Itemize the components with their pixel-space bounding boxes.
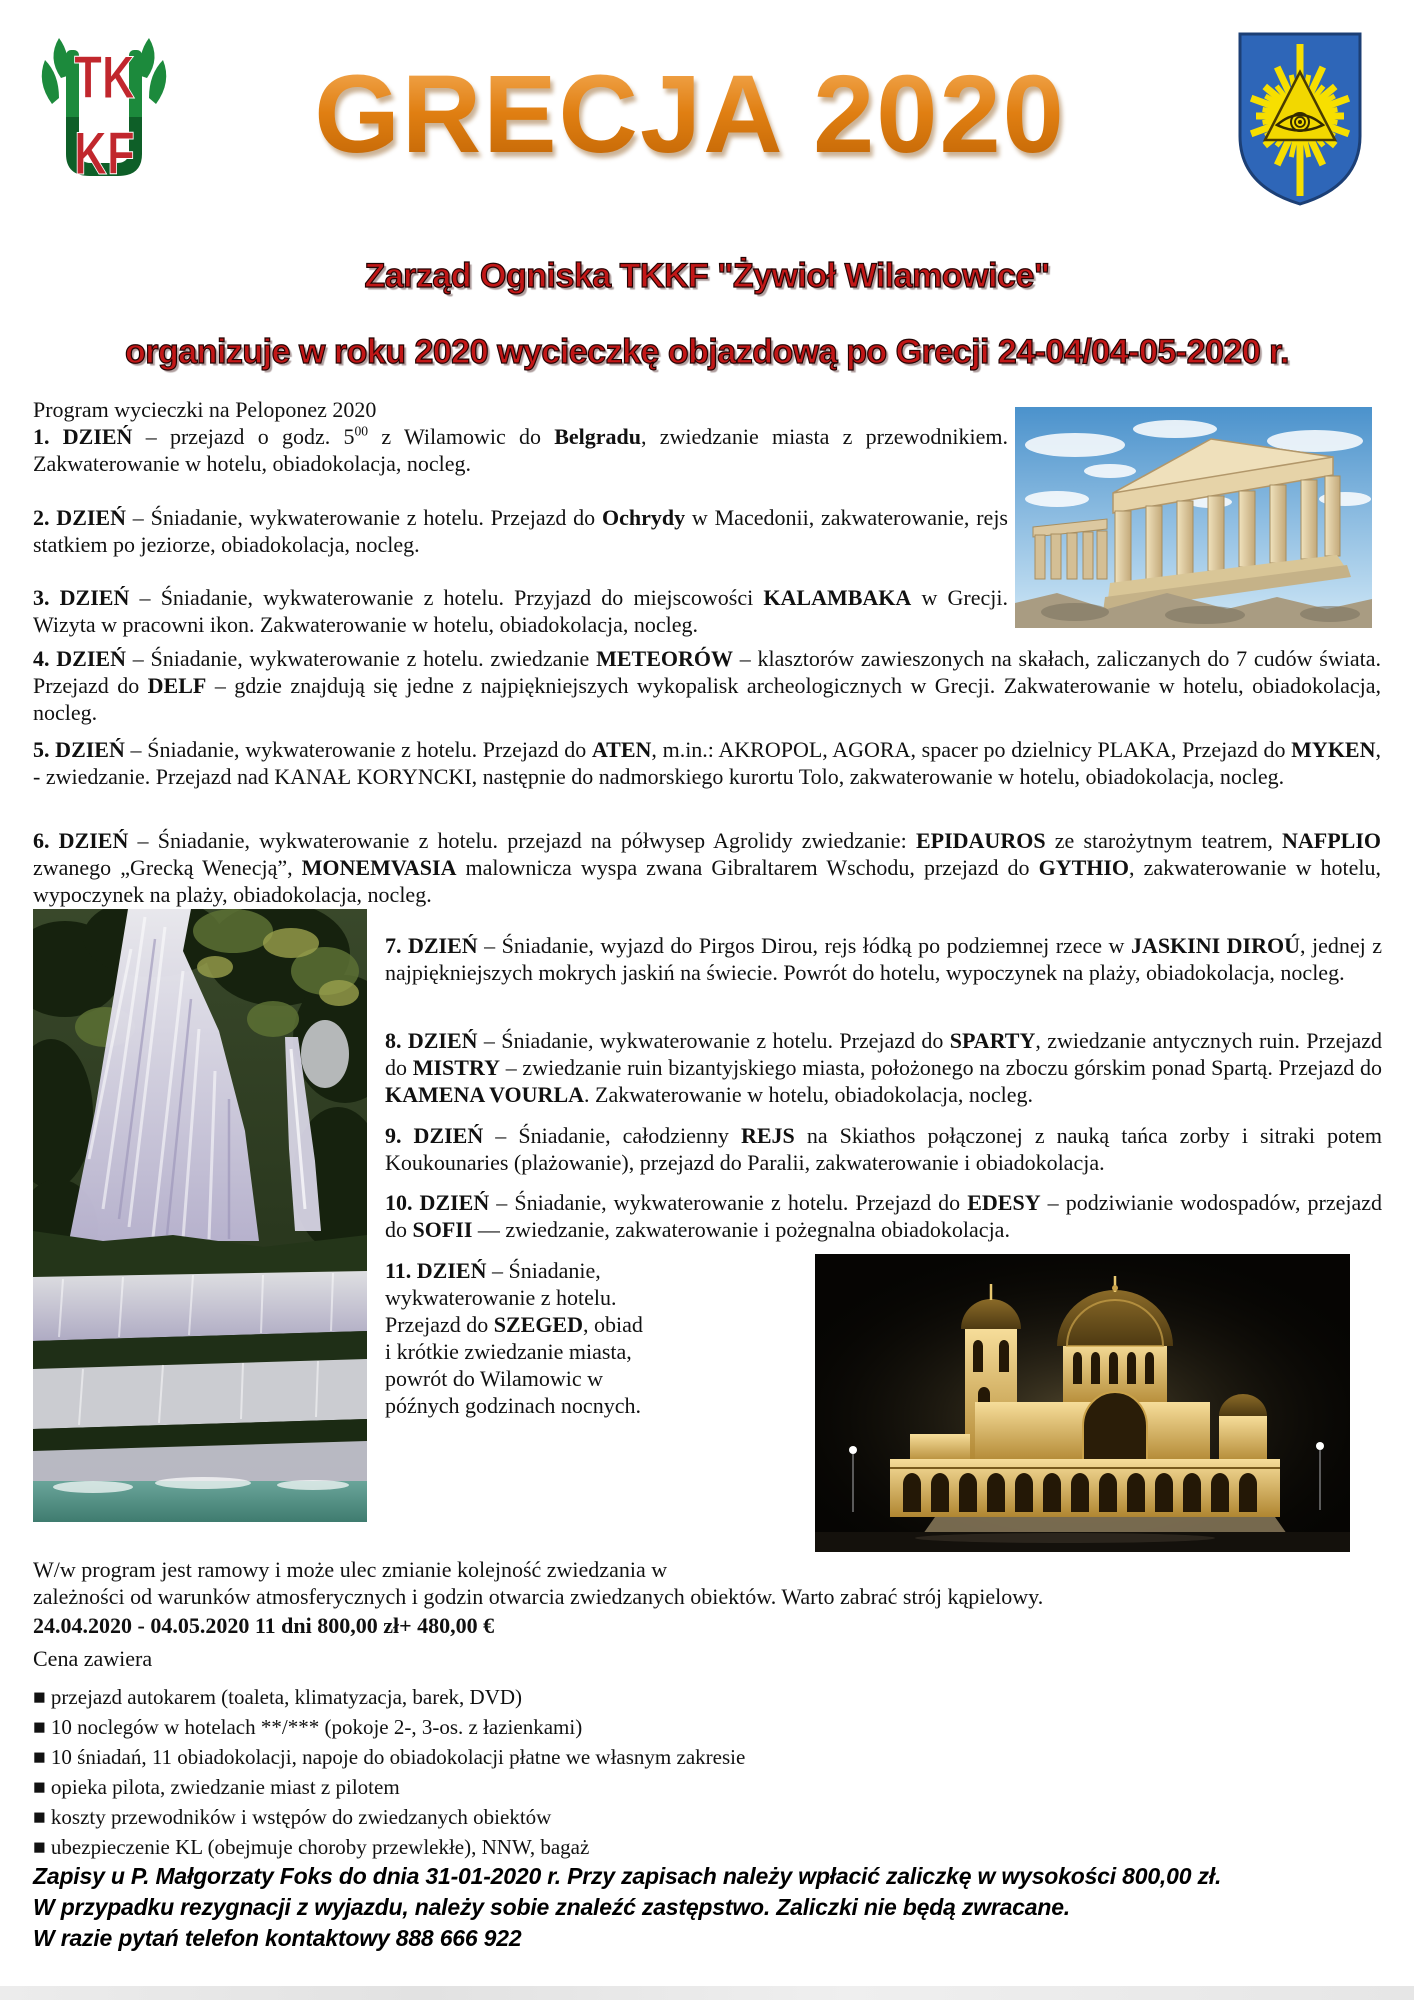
wilamowice-coat-of-arms <box>1232 28 1368 210</box>
day-3-paragraph: 3. DZIEŃ – Śniadanie, wykwaterowanie z hotelu. Przyjazd do miejscowości KALAMBAKA w Grecji. Wizyta w pracowni ikon. Zakwaterowanie w hotelu, obiadokolacja, nocleg. <box>33 585 1008 637</box>
included-item: ■ 10 śniadań, 11 obiadokolacji, napoje do obiadokolacji płatne we własnym zakresie <box>33 1745 746 1769</box>
day-2-paragraph: 2. DZIEŃ – Śniadanie, wykwaterowanie z hotelu. Przejazd do Ochrydy w Macedonii, zakwaterowanie, rejs statkiem po jeziorze, obiadokolacja, nocleg. <box>33 505 1008 557</box>
contact-phone-line: W razie pytań telefon kontaktowy 888 666 922 <box>33 1925 522 1951</box>
day-4-paragraph: 4. DZIEŃ – Śniadanie, wykwaterowanie z hotelu. zwiedzanie METEORÓW – klasztorów zawieszonych na skałach, zaliczanych do 7 cudów świata. Przejazd do DELF – gdzie znajdują się jedne z najpiękniejszych wykopalisk archeologicznych w Grecji. Zakwaterowanie w hotelu, obiadokolacja, nocleg. <box>33 646 1381 725</box>
price-line: 24.04.2020 - 04.05.2020 11 dni 800,00 zł+ 480,00 € <box>33 1613 495 1638</box>
logo-letters-tk: TK <box>74 45 135 112</box>
cancellation-policy-line: W przypadku rezygnacji z wyjazdu, należy sobie znaleźć zastępstwo. Zaliczki nie będą zwracane. <box>33 1894 1070 1920</box>
day-8-paragraph: 8. DZIEŃ – Śniadanie, wykwaterowanie z hotelu. Przejazd do SPARTY, zwiedzanie antycznych ruin. Przejazd do MISTRY – zwiedzanie ruin bizantyjskiego miasta, położonego na zboczu górskim ponad Spartą. Przejazd do KAMENA VOURLA. Zakwaterowanie w hotelu, obiadokolacja, nocleg. <box>385 1028 1383 1107</box>
day-7-paragraph: 7. DZIEŃ – Śniadanie, wyjazd do Pirgos Dirou, rejs łódką po podziemnej rzece w JASKINI DIROÚ, jednej z najpiękniejszych mokrych jaskiń na świecie. Powrót do hotelu, wypoczynek na plaży, obiadokolacja, nocleg. <box>385 933 1382 985</box>
logo-letters-kf: KF <box>74 121 135 187</box>
parthenon-illustration <box>1015 407 1372 628</box>
included-item: ■ opieka pilota, zwiedzanie miast z pilotem <box>33 1775 400 1799</box>
organizer-line: Zarząd Ogniska TKKF "Żywioł Wilamowice" <box>364 257 1050 295</box>
day-9-paragraph: 9. DZIEŃ – Śniadanie, całodzienny REJS na Skiathos połączonej z nauką tańca zorby i sitraki potem Koukounaries (plażowanie), przejazd do Paralii, zakwaterowanie i obiadokolacja. <box>385 1123 1383 1175</box>
scan-edge-artifact <box>0 1986 1414 2000</box>
included-item: ■ przejazd autokarem (toaleta, klimatyzacja, barek, DVD) <box>33 1685 523 1709</box>
page-title: GRECJA 2020 <box>150 60 1230 170</box>
included-item: ■ 10 noclegów w hotelach **/*** (pokoje 2-, 3-os. z łazienkami) <box>33 1715 583 1739</box>
trip-announcement-line: organizuje w roku 2020 wycieczkę objazdową po Grecji 24-04/04-05-2020 r. <box>125 333 1289 371</box>
price-includes-title: Cena zawiera <box>33 1646 153 1671</box>
program-intro: Program wycieczki na Peloponez 2020 <box>33 397 377 422</box>
signup-deposit-line: Zapisy u P. Małgorzaty Foks do dnia 31-01-2020 r. Przy zapisach należy wpłacić zaliczkę w wysokości 800,00 zł. <box>33 1863 1222 1889</box>
included-item: ■ koszty przewodników i wstępów do zwiedzanych obiektów <box>33 1805 552 1829</box>
program-note-line-2: zależności od warunków atmosferycznych i godzin otwarcia zwiedzanych obiektów. Warto zabrać strój kąpielowy. <box>33 1584 1044 1609</box>
day-5-paragraph: 5. DZIEŃ – Śniadanie, wykwaterowanie z hotelu. Przejazd do ATEN, m.in.: AKROPOL, AGORA, spacer po dzielnicy PLAKA, Przejazd do MYKEN, - zwiedzanie. Przejazd nad KANAŁ KORYNCKI, następnie do nadmorskiego kurortu Tolo, zakwaterowanie w hotelu, obiadokolacja, nocleg. <box>33 737 1381 789</box>
cathedral-night-photo <box>815 1254 1350 1552</box>
parthenon-photo <box>1015 407 1372 628</box>
day-11-paragraph: 11. DZIEŃ – Śniadanie, wykwaterowanie z hotelu. Przejazd do SZEGED, obiad i krótkie zwiedzanie miasta, powrót do Wilamowic w późnych godzinach nocnych. <box>385 1258 643 1418</box>
program-note-line-1: W/w program jest ramowy i może ulec zmianie kolejność zwiedzania w <box>33 1557 668 1582</box>
included-item: ■ ubezpieczenie KL (obejmuje choroby przewlekłe), NNW, bagaż <box>33 1835 590 1859</box>
waterfall-photo <box>33 909 367 1522</box>
day-6-paragraph: 6. DZIEŃ – Śniadanie, wykwaterowanie z hotelu. przejazd na półwysep Agrolidy zwiedzanie: EPIDAUROS ze starożytnym teatrem, NAFPLIO zwanego „Grecką Wenecją”, MONEMVASIA malownicza wyspa zwana Gibraltarem Wschodu, przejazd do GYTHIO, zakwaterowanie w hotelu, wypoczynek na plaży, obiadokolacja, nocleg. <box>33 828 1382 907</box>
day-1-paragraph: 1. DZIEŃ – przejazd o godz. $5^{00}$ z Wilamowic do Belgradu, zwiedzanie miasta z przewodnikiem. Zakwaterowanie w hotelu, obiadokolacja, nocleg. <box>33 423 1008 476</box>
day-10-paragraph: 10. DZIEŃ – Śniadanie, wykwaterowanie z hotelu. Przejazd do EDESY – podziwianie wodospadów, przejazd do SOFII — zwiedzanie, zakwaterowanie i pożegnalna obiadokolacja. <box>385 1190 1382 1242</box>
waterfall-illustration <box>33 909 367 1522</box>
coat-of-arms-icon <box>1232 28 1368 210</box>
cathedral-illustration <box>815 1254 1350 1552</box>
